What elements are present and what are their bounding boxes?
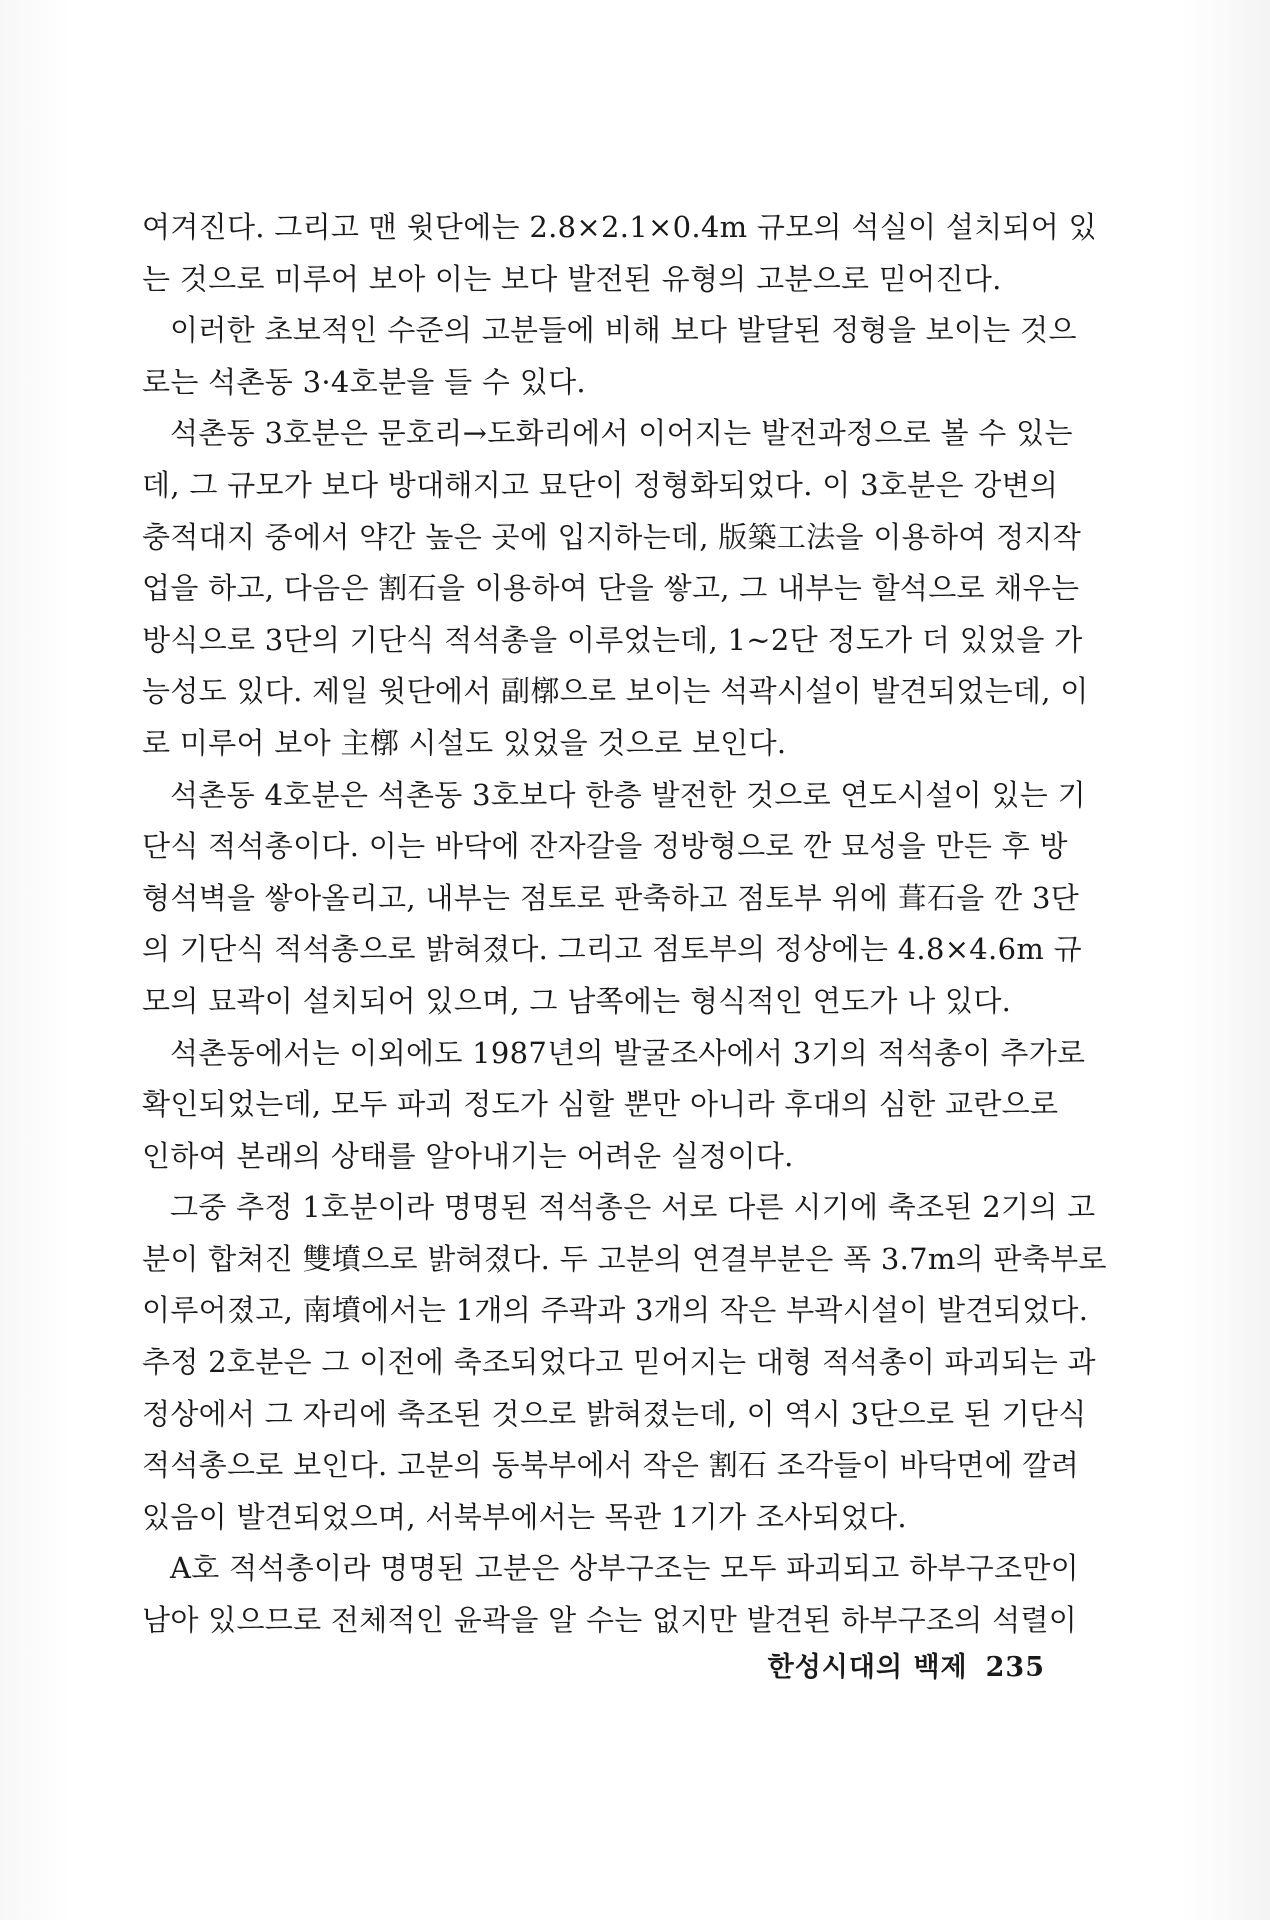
text-line: 그중 추정 1호분이라 명명된 적석총은 서로 다른 시기에 축조된 2기의 고	[170, 1190, 1096, 1225]
running-title: 한성시대의 백제	[767, 1652, 968, 1683]
text-line: 모의 묘곽이 설치되어 있으며, 그 남쪽에는 형식적인 연도가 나 있다.	[142, 983, 1012, 1018]
paragraph	[142, 1543, 1079, 1646]
text-line: 로는 석촌동 3·4호분을 들 수 있다.	[142, 364, 586, 399]
text-line: 확인되었는데, 모두 파괴 정도가 심할 뿐만 아니라 후대의 심한 교란으로	[142, 1087, 1059, 1122]
paragraph	[142, 1028, 1086, 1183]
paragraph	[142, 408, 1089, 769]
text-line: 여겨진다. 그리고 맨 윗단에는 2.8×2.1×0.4m 규모의 석실이 설치되어 있	[142, 210, 1097, 244]
text-line: 데, 그 규모가 보다 방대해지고 묘단이 정형화되었다. 이 3호분은 강변의	[142, 467, 1059, 502]
text-line: 충적대지 중에서 약간 높은 곳에 입지하는데, 版築工法을 이용하여 정지작	[142, 519, 1082, 554]
text-line: 로 미루어 보아 主槨 시설도 있었을 것으로 보인다.	[142, 725, 787, 760]
text-line: 는 것으로 미루어 보아 이는 보다 발전된 유형의 고분으로 믿어진다.	[142, 261, 1002, 296]
text-line: 형석벽을 쌓아올리고, 내부는 점토로 판축하고 점토부 위에 葺石을 깐 3단	[142, 880, 1080, 915]
text-line: 능성도 있다. 제일 윗단에서 副槨으로 보이는 석곽시설이 발견되었는데, 이	[142, 674, 1089, 709]
text-line: 방식으로 3단의 기단식 적석총을 이루었는데, 1~2단 정도가 더 있었을 가	[142, 622, 1083, 657]
text-line: 분이 합쳐진 雙墳으로 밝혀졌다. 두 고분의 연결부분은 폭 3.7m의 판축부로	[142, 1241, 1107, 1276]
text-line: 석촌동에서는 이외에도 1987년의 발굴조사에서 3기의 적석총이 추가로	[170, 1035, 1086, 1070]
paragraph	[142, 1182, 1107, 1543]
paragraph	[142, 305, 1077, 408]
text-line: 인하여 본래의 상태를 알아내기는 어려운 실정이다.	[142, 1138, 794, 1173]
text-line: 단식 적석총이다. 이는 바닥에 잔자갈을 정방형으로 깐 묘성을 만든 후 방	[142, 829, 1068, 864]
text-line: 석촌동 4호분은 석촌동 3호보다 한층 발전한 것으로 연도시설이 있는 기	[170, 777, 1086, 812]
text-line: 정상에서 그 자리에 축조된 것으로 밝혀졌는데, 이 역시 3단으로 된 기단식	[142, 1396, 1087, 1431]
paragraph	[142, 770, 1086, 1028]
text-line: 의 기단식 적석총으로 밝혀졌다. 그리고 점토부의 정상에는 4.8×4.6m 규	[142, 932, 1082, 967]
text-line: 이루어졌고, 南墳에서는 1개의 주곽과 3개의 작은 부곽시설이 발견되었다.	[142, 1293, 1089, 1328]
text-line: 업을 하고, 다음은 割石을 이용하여 단을 쌓고, 그 내부는 할석으로 채우는	[142, 571, 1080, 606]
paragraph	[142, 202, 1097, 305]
page-number: 235	[985, 1652, 1045, 1683]
text-line: A호 적석총이라 명명된 고분은 상부구조는 모두 파괴되고 하부구조만이	[170, 1551, 1079, 1586]
text-line: 석촌동 3호분은 문호리→도화리에서 이어지는 발전과정으로 볼 수 있는	[170, 416, 1073, 451]
text-line: 추정 2호분은 그 이전에 축조되었다고 믿어지는 대형 적석총이 파괴되는 과	[142, 1345, 1096, 1380]
text-line: 이러한 초보적인 수준의 고분들에 비해 보다 발달된 정형을 보이는 것으	[170, 313, 1077, 348]
text-line: 남아 있으므로 전체적인 윤곽을 알 수는 없지만 발견된 하부구조의 석렬이	[142, 1603, 1078, 1638]
page-footer	[768, 1645, 1045, 1684]
body-text	[142, 202, 1107, 1647]
text-line: 적석총으로 보인다. 고분의 동북부에서 작은 割石 조각들이 바닥면에 깔려	[142, 1448, 1080, 1483]
text-line: 있음이 발견되었으며, 서북부에서는 목관 1기가 조사되었다.	[142, 1499, 907, 1534]
